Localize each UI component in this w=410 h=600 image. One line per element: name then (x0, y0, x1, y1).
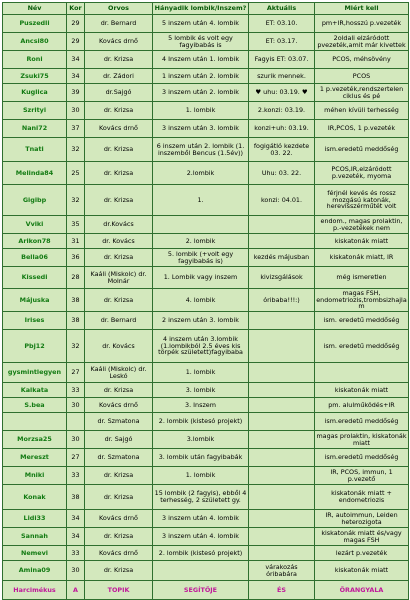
reason-cell: 2oldali elzáródott pvezeték,amit már kivettek (315, 33, 409, 51)
table-header (3, 3, 409, 15)
name-cell: S.bea (3, 398, 67, 413)
name-cell: Májuska (3, 289, 67, 312)
current-cell: fogigátló kezdete 03. 22. (249, 138, 315, 162)
attempt-cell: 3. lombik (153, 383, 249, 398)
age-cell: 30 (67, 398, 85, 413)
name-cell: Irises (3, 312, 67, 330)
doctor-cell: Kaáli (Miskolc) dr. Molnár (85, 267, 153, 289)
doctor-cell: dr.Kovács (85, 216, 153, 234)
current-cell (249, 431, 315, 449)
name-cell: Amina09 (3, 561, 67, 581)
current-cell (249, 510, 315, 528)
current-cell: ET: 03.10. (249, 15, 315, 33)
current-cell: ET: 03.17. (249, 33, 315, 51)
attempt-cell: 15 lombik (2 fagyis), ebből 4 terhesség, 2 született gy. (153, 485, 249, 510)
table-row (3, 561, 409, 581)
header-doctor: Orvos (85, 3, 153, 15)
current-cell (249, 485, 315, 510)
reason-cell: PCOS, méhsövény (315, 51, 409, 69)
table-row (3, 249, 409, 267)
reason-cell: magas prolaktin, kiskatonák miatt (316, 431, 407, 447)
attempt-cell: 2.lombik (153, 162, 249, 185)
name-cell: Roni (3, 51, 67, 69)
age-cell: 36 (67, 249, 85, 267)
attempt-cell: 3 inszem után 4. lombik (153, 528, 249, 546)
reason-cell: még ismeretlen (315, 267, 409, 289)
header-current: Aktuális (249, 3, 315, 15)
age-cell (67, 413, 85, 431)
reason-cell: lezárt p.vezeték (315, 546, 409, 561)
reason-cell: férjnél kevés és rossz mozgású katonák, herevisszérműtét volt (315, 185, 409, 216)
table-row (3, 546, 409, 561)
age-cell: 30 (67, 561, 85, 581)
age-cell: 38 (67, 312, 85, 330)
attempt-cell: 3 inszem után 3. lombik (153, 120, 249, 138)
age-cell: 27 (67, 449, 85, 467)
age-cell: 35 (67, 216, 85, 234)
age-cell: 25 (67, 162, 85, 185)
attempt-cell: 1. lombik (153, 467, 249, 485)
attempt-cell: 2. lombik (153, 234, 249, 249)
doctor-cell: dr. Krizsa (85, 138, 153, 162)
current-cell: szurik mennek. (249, 69, 315, 84)
footer-cell-2: A (67, 581, 85, 600)
name-cell: Kuglica (3, 84, 67, 102)
table-row (3, 431, 409, 449)
table-body (3, 15, 409, 581)
table-row (3, 413, 409, 431)
table-row (3, 102, 409, 120)
reason-cell: PCOS,IR,elzáródott p.vezeték, myoma (315, 162, 409, 185)
attempt-cell: 4. lombik (153, 289, 249, 312)
attempt-cell: 4 Inszem után 1. lombik (153, 51, 249, 69)
doctor-cell: dr. Sajgó (85, 431, 153, 449)
attempt-cell: 2. lombik (kistesó projekt) (153, 413, 249, 431)
reason-cell: kiskatonák miatt, IR (315, 249, 409, 267)
doctor-cell: Kovács drnő (85, 546, 153, 561)
name-cell: Kissedi (3, 267, 67, 289)
age-cell: 28 (67, 267, 85, 289)
table-row (3, 69, 409, 84)
reason-cell: kiskatonák miatt (315, 234, 409, 249)
table-row (3, 138, 409, 162)
current-cell (249, 449, 315, 467)
attempt-cell: 1. Lombik vagy inszem (153, 267, 249, 289)
reason-cell: PCOS (315, 69, 409, 84)
table-row (3, 162, 409, 185)
age-cell: 37 (67, 120, 85, 138)
age-cell: 32 (67, 138, 85, 162)
table-row (3, 485, 409, 510)
footer-cell-3: TOPIK (85, 581, 153, 600)
age-cell: 34 (67, 69, 85, 84)
table-row (3, 216, 409, 234)
current-cell: konzi: 04.01. (249, 185, 315, 216)
age-cell: 32 (67, 185, 85, 216)
table-row (3, 33, 409, 51)
table-row (3, 120, 409, 138)
table-row (3, 398, 409, 413)
attempt-cell: 3 inszem után 2. lombik (153, 84, 249, 102)
reason-cell: ism.eredetű meddőség (315, 138, 409, 162)
current-cell: Fagyis ET: 03.07. (249, 51, 315, 69)
name-cell: gysmintlegyen (3, 363, 67, 383)
current-cell (249, 413, 315, 431)
name-cell: Zsuki75 (3, 69, 67, 84)
age-cell: 27 (67, 363, 85, 383)
doctor-cell: Kovács drnő (85, 33, 153, 51)
age-cell: 38 (67, 289, 85, 312)
age-cell: 33 (67, 467, 85, 485)
reason-cell (315, 363, 409, 383)
age-cell: 39 (67, 84, 85, 102)
attempt-cell (153, 561, 249, 581)
table-row (3, 51, 409, 69)
reason-cell: ism.eredetű meddőség (315, 449, 409, 467)
table-row (3, 312, 409, 330)
name-cell: Gigibp (3, 185, 67, 216)
current-cell (249, 528, 315, 546)
footer-cell-1: Harcimékus (3, 581, 67, 600)
doctor-cell: dr. Krizsa (85, 383, 153, 398)
attempt-cell: 1. lombik (153, 363, 249, 383)
age-cell: 34 (67, 528, 85, 546)
doctor-cell: dr. Krizsa (85, 249, 153, 267)
attempt-cell: 1. lombik (153, 102, 249, 120)
age-cell: 30 (67, 431, 85, 449)
attempt-cell: 1 inszem után 2. lombik (153, 69, 249, 84)
attempt-cell: 6 inszem után 2. lombik (1. inszemből Bencus (1.5év)) (153, 138, 249, 162)
reason-cell: kiskatonák miatt (315, 561, 409, 581)
name-cell: Sannah (3, 528, 67, 546)
table-row (3, 528, 409, 546)
age-cell: 29 (67, 15, 85, 33)
doctor-cell: dr. Krizsa (85, 102, 153, 120)
doctor-cell: dr. Bernard (85, 15, 153, 33)
name-cell: Lidi33 (3, 510, 67, 528)
name-cell: Konak (3, 485, 67, 510)
age-cell: 34 (67, 510, 85, 528)
current-cell (249, 467, 315, 485)
footer-cell-5: ÉS (249, 581, 315, 600)
current-cell (249, 312, 315, 330)
header-name: Név (3, 3, 67, 15)
current-cell (249, 216, 315, 234)
footer-row (3, 581, 409, 600)
reason-cell: pm+IR,hosszú p.vezeték (315, 15, 409, 33)
doctor-cell: dr.Sajgó (85, 84, 153, 102)
table-row (3, 234, 409, 249)
attempt-cell: 2 inszem után 3. lombik (153, 312, 249, 330)
name-cell: Mereszt (3, 449, 67, 467)
reason-cell: ism.eredetű meddőség (315, 413, 409, 431)
current-cell (249, 546, 315, 561)
current-cell (249, 363, 315, 383)
attempt-cell: 3. Inszem (153, 398, 249, 413)
age-cell: 38 (67, 485, 85, 510)
members-table (2, 2, 409, 600)
name-cell: Pbj12 (3, 330, 67, 363)
reason-cell: kiskatonák miatt (315, 383, 409, 398)
footer-cell-6: ŐRANGYALA (315, 581, 409, 600)
doctor-cell: dr. Zádori (85, 69, 153, 84)
current-cell: várakozás óribabára (249, 561, 315, 581)
reason-cell: ism. eredetű meddőség (315, 312, 409, 330)
reason-cell: ism. eredetű meddőség (315, 330, 409, 363)
reason-cell: méhen kívüli terhesség (315, 102, 409, 120)
doctor-cell: dr. Krizsa (85, 51, 153, 69)
doctor-cell: dr. Kovács (85, 330, 153, 363)
attempt-cell: 5 lombik és volt egy fagyibabás is (153, 33, 249, 51)
attempt-cell: 3. lombik után fagyibabák (153, 449, 249, 467)
table-row (3, 383, 409, 398)
footer-cell-4: SEGÍTŐJE (153, 581, 249, 600)
name-cell: Vviki (3, 216, 67, 234)
current-cell: kezdés májusban (249, 249, 315, 267)
attempt-cell: 3 inszem után 4. lombik (153, 510, 249, 528)
current-cell (249, 398, 315, 413)
attempt-cell (153, 216, 249, 234)
reason-cell: magas FSH, endometriozis,trombsizhajlam (316, 288, 407, 311)
attempt-cell: 2. lombik (kistesó projekt) (153, 546, 249, 561)
name-cell: Tnati (3, 138, 67, 162)
name-cell (3, 413, 67, 431)
doctor-cell: dr. Szmatona (85, 449, 153, 467)
name-cell: Kalkata (3, 383, 67, 398)
name-cell: Nemevi (3, 546, 67, 561)
header-row (3, 3, 409, 15)
table-row (3, 363, 409, 383)
attempt-cell: 3.lombik (153, 431, 249, 449)
reason-cell: endom., magas prolaktin, p.-vezetékek nem (315, 216, 409, 234)
age-cell: 31 (67, 234, 85, 249)
doctor-cell: dr. Szmatona (85, 413, 153, 431)
age-cell: 33 (67, 383, 85, 398)
doctor-cell: dr. Kovács (85, 234, 153, 249)
name-cell: Bella06 (3, 249, 67, 267)
doctor-cell: dr. Krizsa (85, 162, 153, 185)
table-row (3, 449, 409, 467)
name-cell: Mniki (3, 467, 67, 485)
name-cell: Morzsa25 (3, 431, 67, 449)
reason-cell: IR, PCOS, immun, 1 p.vezető (315, 467, 409, 485)
table-row (3, 84, 409, 102)
table-row (3, 15, 409, 33)
attempt-cell: 5. lombik (+volt egy fagyibabás is) (153, 249, 249, 267)
age-cell: 32 (67, 330, 85, 363)
doctor-cell: dr. Krizsa (85, 528, 153, 546)
doctor-cell: Kaáli (Miskolc) dr. Leskó (85, 363, 153, 383)
attempt-cell: 4 inszem után 3.lombik (1.lombikból 2.5 éves kis törpék született)fagyibaba (153, 330, 249, 363)
doctor-cell: dr. Krizsa (85, 485, 153, 510)
current-cell: 2.konzi: 03.19. (249, 102, 315, 120)
table-row (3, 185, 409, 216)
current-cell (249, 330, 315, 363)
current-cell: Uhu: 03. 22. (249, 162, 315, 185)
table-row (3, 510, 409, 528)
reason-cell: IR,PCOS, 1 p.vezeték (315, 120, 409, 138)
name-cell: Melinda84 (3, 162, 67, 185)
name-cell: Arikon78 (3, 234, 67, 249)
table-row (3, 467, 409, 485)
reason-cell: 1 p.vezeték,rendszertelen ciklus és pé (315, 84, 409, 102)
attempt-cell: 1. (153, 185, 249, 216)
age-cell: 33 (67, 546, 85, 561)
current-cell (249, 234, 315, 249)
table-row (3, 289, 409, 312)
age-cell: 29 (67, 33, 85, 51)
attempt-cell: 5 inszem után 4. lombik (153, 15, 249, 33)
doctor-cell: Kovács drnő (85, 398, 153, 413)
table-row (3, 330, 409, 363)
doctor-cell: dr. Bernard (85, 312, 153, 330)
reason-cell: pm. alulműködés+IR (315, 398, 409, 413)
doctor-cell: Kovács drnő (85, 120, 153, 138)
age-cell: 34 (67, 51, 85, 69)
age-cell: 30 (67, 102, 85, 120)
name-cell: Ancsi80 (3, 33, 67, 51)
reason-cell: kiskatonák miatt és/vagy magas FSH (315, 528, 409, 546)
current-cell: óribaba!!!:) (249, 289, 315, 312)
name-cell: Puszedli (3, 15, 67, 33)
table-footer (3, 581, 409, 600)
current-cell: ♥ uhu: 03.19. ♥ (249, 84, 315, 102)
current-cell: kivizsgálások (249, 267, 315, 289)
name-cell: Szrityi (3, 102, 67, 120)
header-attempt: Hányadik lombik/Inszem? (153, 3, 249, 15)
header-reason: Miért kell (315, 3, 409, 15)
current-cell (249, 383, 315, 398)
name-cell: Nani72 (3, 120, 67, 138)
doctor-cell: dr. Krizsa (85, 561, 153, 581)
reason-cell: IR, autoimmun, Leiden heterozigota (315, 510, 409, 528)
table-row (3, 267, 409, 289)
reason-cell: kiskatonák miatt + endometriozis (315, 485, 409, 510)
header-age: Kor (67, 3, 85, 15)
doctor-cell: dr. Krizsa (85, 467, 153, 485)
doctor-cell: dr. Krizsa (85, 185, 153, 216)
current-cell: konzi+uh: 03.19. (249, 120, 315, 138)
doctor-cell: Kovács drnő (85, 510, 153, 528)
doctor-cell: dr. Krizsa (85, 289, 153, 312)
